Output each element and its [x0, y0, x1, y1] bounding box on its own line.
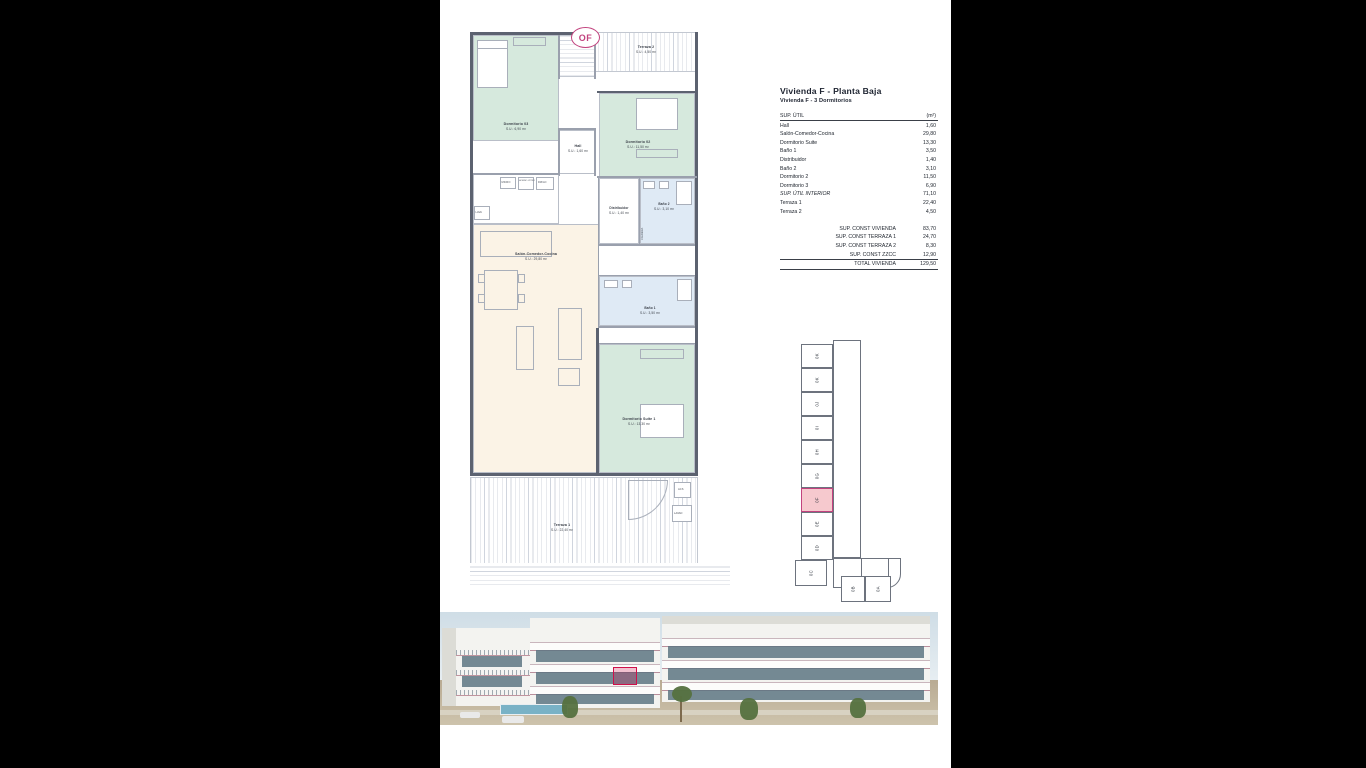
wardrobe-dormitorio-03 — [513, 37, 546, 46]
table-row — [780, 207, 938, 216]
dining-chair-4 — [518, 294, 525, 303]
room-label-distribuidor: Distribuidor S.U.: 1,40 m² — [608, 206, 630, 215]
appliance-horno-vitro — [518, 177, 534, 190]
exterior-wall-bottom — [470, 473, 698, 476]
row-label: Salón-Comedor-Cocina — [780, 131, 835, 138]
unit-badge-of: OF — [571, 27, 600, 48]
render-building-right-roof — [662, 616, 930, 624]
appliance-label-lava: LAVA — [475, 211, 482, 214]
site-unit-label: 0I — [814, 425, 820, 431]
site-unit-0j[interactable] — [801, 392, 833, 416]
table-row — [780, 164, 938, 173]
site-unit-0a[interactable] — [865, 576, 891, 602]
wall-bano1-top — [599, 275, 695, 277]
appliance-label-horno: HORNO VITRO — [519, 180, 535, 182]
table-row — [780, 156, 938, 165]
page-subtitle: Vivienda F - 3 Dormitorios — [780, 98, 852, 104]
site-unit-0g[interactable] — [801, 464, 833, 488]
room-label-dormitorio-03: Dormitorio 03 S.U.: 6,90 m² — [503, 122, 529, 132]
row-value: 71,10 — [923, 191, 936, 198]
row-value: 4,50 — [925, 208, 936, 215]
render-tree-3 — [740, 698, 758, 720]
site-unit-0h[interactable] — [801, 440, 833, 464]
summary-row — [780, 250, 938, 259]
render-car-1 — [502, 716, 524, 723]
table-row — [780, 199, 938, 208]
wall-corridor-left — [598, 178, 600, 328]
row-label: Hall — [780, 122, 789, 129]
site-corridor — [833, 340, 861, 558]
dining-table — [484, 270, 518, 310]
row-value: 29,80 — [923, 131, 936, 138]
document-sheet — [440, 0, 951, 768]
appliance-label-caldera: CALDERA — [641, 227, 644, 240]
wardrobe-suite-1 — [640, 349, 684, 359]
site-unit-label: 0E — [814, 521, 820, 527]
dining-chair-1 — [478, 274, 485, 283]
site-unit-0c[interactable] — [795, 560, 827, 586]
row-label: Dormitorio 2 — [780, 174, 809, 181]
render-railing-left-3 — [456, 690, 530, 696]
wc-bano-2 — [659, 181, 669, 189]
row-label: Baño 2 — [780, 165, 797, 172]
site-unit-0f-selected[interactable] — [801, 488, 833, 512]
page-title: Vivienda F - Planta Baja — [780, 86, 882, 96]
render-tree-2 — [672, 686, 692, 702]
table-spacer — [780, 216, 938, 225]
render-unit-highlight — [613, 667, 637, 685]
table-row — [780, 130, 938, 139]
room-label-dormitorio-02: Dormitorio 02 S.U.: 11,50 m² — [625, 140, 651, 150]
header-sup-util: SUP. ÚTIL — [780, 112, 902, 121]
wall-entry-left — [558, 35, 560, 79]
render-glazing-right-2 — [668, 668, 924, 680]
render-glazing-center-1 — [536, 650, 654, 662]
room-label-terraza-1: Terraza 1 S.U.: 22,40 m² — [551, 523, 573, 533]
table-row — [780, 181, 938, 190]
site-unit-0k-b[interactable] — [801, 368, 833, 392]
armchair — [558, 368, 580, 386]
render-car-2 — [460, 712, 480, 718]
row-label: SUP. ÚTIL INTERIOR — [780, 191, 831, 198]
site-unit-label: 0B — [850, 586, 856, 592]
wall-bano1-bottom — [599, 326, 695, 328]
room-label-salon: Salón-Comedor-Cocina S.U.: 29,80 m² — [515, 252, 557, 262]
site-unit-0d[interactable] — [801, 536, 833, 560]
table-row — [780, 147, 938, 156]
site-unit-label: 0K — [814, 353, 820, 359]
wall-suite-top — [599, 343, 695, 345]
room-label-hall: Hall S.U.: 1,60 m² — [567, 144, 589, 154]
row-label: SUP. CONST TERRAZA 2 — [835, 242, 896, 249]
shower-bano-1 — [677, 279, 692, 301]
row-value: 24,70 — [923, 234, 936, 241]
site-unit-0e[interactable] — [801, 512, 833, 536]
appliance-label-lavad: LAVAD — [674, 512, 683, 515]
site-unit-0b[interactable] — [841, 576, 865, 602]
site-unit-0i[interactable] — [801, 416, 833, 440]
row-label: Distribuidor — [780, 156, 807, 163]
row-value: 6,90 — [925, 182, 936, 189]
sink-bano-1 — [604, 280, 618, 288]
row-label: Dormitorio Suite — [780, 139, 818, 146]
coffee-table — [516, 326, 534, 370]
render-glazing-right-3 — [668, 690, 924, 700]
row-value: 13,30 — [923, 139, 936, 146]
table-row — [780, 121, 938, 130]
room-label-bano-2: Baño 2 S.U.: 3,10 m² — [653, 202, 675, 211]
row-value: 1,40 — [925, 156, 936, 163]
row-value: 3,50 — [925, 148, 936, 155]
wall-dorm02-top — [597, 91, 697, 93]
render-pool — [500, 704, 568, 715]
row-label: SUP. CONST TERRAZA 1 — [835, 234, 896, 241]
row-value: 83,70 — [923, 225, 936, 232]
floor-plan — [458, 18, 748, 588]
wall-hall-left — [558, 130, 560, 176]
dining-chair-3 — [518, 274, 525, 283]
row-value: 1,60 — [925, 122, 936, 129]
row-label: Baño 1 — [780, 148, 797, 155]
row-label: Terraza 2 — [780, 208, 802, 215]
render-glazing-left-1 — [462, 656, 522, 667]
row-label: Terraza 1 — [780, 199, 802, 206]
summary-row — [780, 224, 938, 233]
row-value: 12,90 — [923, 251, 936, 258]
exterior-wall-right — [695, 32, 698, 476]
render-glazing-left-2 — [462, 676, 522, 687]
site-unit-label: 0G — [814, 472, 820, 480]
row-value: 22,40 — [923, 199, 936, 206]
bed-pillow-03 — [477, 40, 508, 49]
row-value: 11,50 — [923, 174, 936, 181]
room-label-terraza-2: Terraza 2 S.U.: 4,50 m² — [635, 45, 657, 55]
dining-chair-2 — [478, 294, 485, 303]
summary-row — [780, 233, 938, 242]
row-label: SUP. CONST VIVIENDA — [839, 225, 896, 232]
row-label: TOTAL VIVIENDA — [780, 259, 902, 268]
site-unit-label: 0H — [814, 449, 820, 455]
row-label: SUP. CONST ZZCC — [849, 251, 896, 258]
area-schedule-panel — [780, 86, 938, 270]
site-unit-label: 0K — [814, 377, 820, 383]
appliance-label-micro: MICRO — [501, 181, 511, 184]
table-row-subtotal-interior — [780, 190, 938, 199]
site-unit-label: 0D — [814, 545, 820, 551]
sofa — [558, 308, 582, 360]
wall-suite-left — [596, 328, 599, 474]
site-unit-label: 0C — [808, 570, 814, 576]
summary-row — [780, 242, 938, 251]
bed-dormitorio-02 — [636, 98, 678, 130]
building-render-photo — [440, 612, 938, 725]
area-table — [780, 112, 938, 268]
render-glazing-right-1 — [668, 646, 924, 658]
appliance-label-acs: ACS — [678, 488, 684, 491]
table-bottom-rule — [780, 269, 938, 270]
appliance-label-frigo: FRIGO — [538, 181, 547, 184]
room-label-bano-1: Baño 1 S.U.: 3,50 m² — [639, 306, 661, 315]
row-value: 3,10 — [925, 165, 936, 172]
wc-bano-1 — [622, 280, 632, 288]
room-label-suite-1: Dormitorio Suite 1 S.U.: 13,30 m² — [622, 417, 656, 427]
table-header-row — [780, 112, 938, 121]
site-unit-label: 0J — [814, 401, 820, 407]
table-row — [780, 173, 938, 182]
render-glazing-center-3 — [536, 694, 654, 704]
render-tree-4 — [850, 698, 866, 718]
row-value: 8,30 — [925, 242, 936, 249]
site-unit-0k-a[interactable] — [801, 344, 833, 368]
header-unit: (m²) — [902, 112, 938, 121]
terrace-garden-edge — [470, 563, 730, 585]
site-unit-label: 0A — [875, 586, 881, 592]
table-row — [780, 138, 938, 147]
row-value: 129,50 — [902, 259, 938, 268]
wall-kitchen-top — [473, 173, 559, 175]
sink-bano-2 — [643, 181, 655, 189]
render-building-left-side — [442, 628, 456, 706]
summary-total-row — [780, 259, 938, 268]
wall-hall-right — [594, 130, 596, 176]
wall-bano2-bottom — [599, 244, 695, 246]
wall-bano2-left — [639, 178, 641, 244]
site-key-plan — [795, 340, 923, 610]
site-unit-label: 0F — [814, 497, 820, 503]
render-tree-1 — [562, 696, 578, 718]
row-label: Dormitorio 3 — [780, 182, 809, 189]
wall-hall-top — [558, 128, 596, 130]
